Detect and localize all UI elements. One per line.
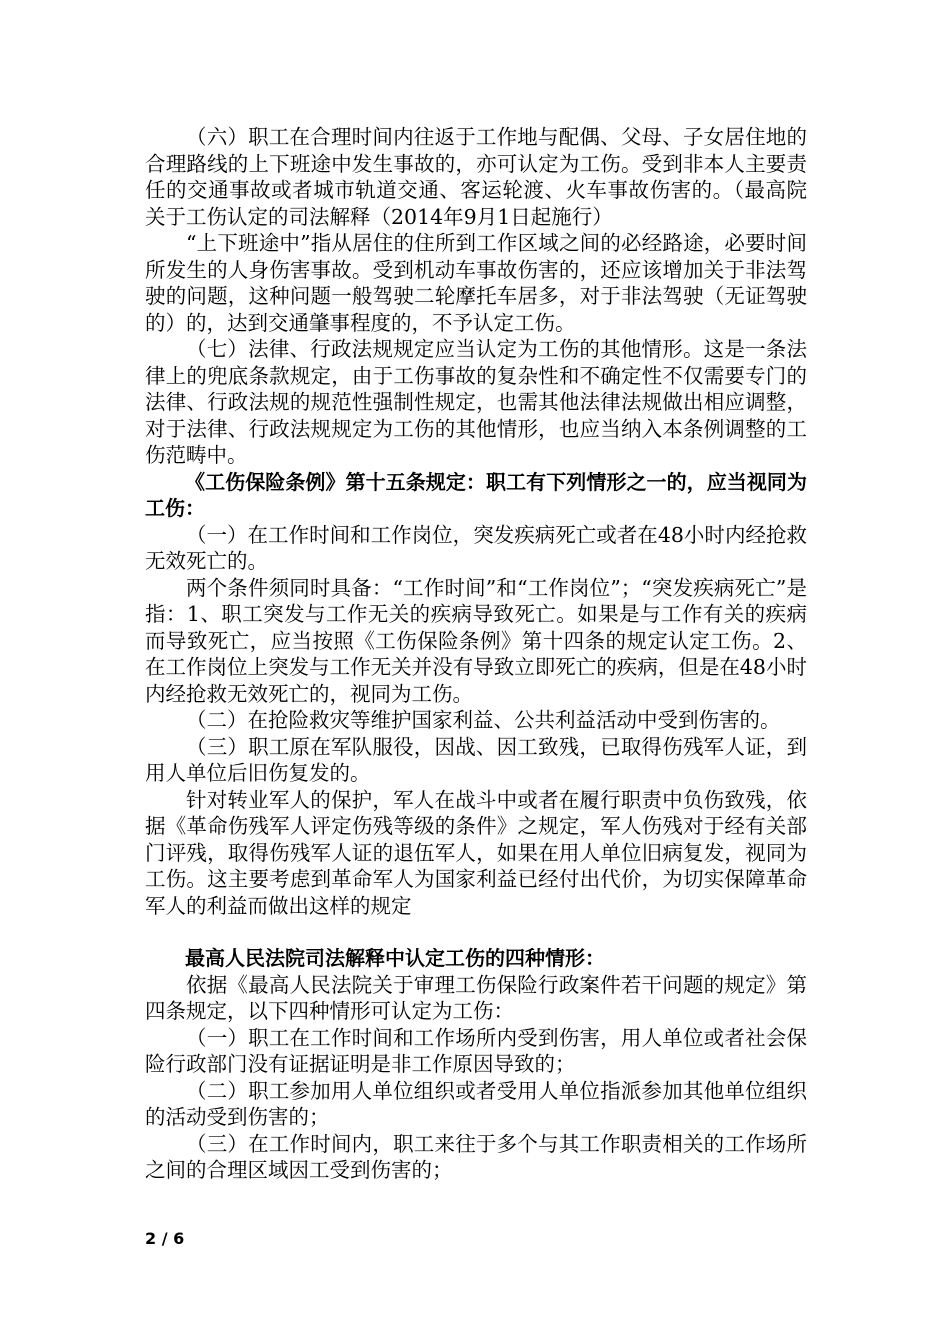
heading-article-15: 《工伤保险条例》第十五条规定：职工有下列情形之一的，应当视同为工伤： [145,469,807,520]
paragraph-item-6: （六）职工在合理时间内往返于工作地与配偶、父母、子女居住地的合理路线的上下班途中发生事故的，亦可认定为工伤。受到非本人主要责任的交通事故或者城市轨道交通、客运轮渡、火车事故伤害的。（最高院关于工伤认定的司法解释（2014年9月1日起施行） [145,125,807,229]
paragraph-article-15-item-1: （一）在工作时间和工作岗位，突发疾病死亡或者在48小时内经抢救无效死亡的。 [145,522,807,573]
page-number: 2 / 6 [145,1229,185,1248]
paragraph-spacer [145,919,807,945]
paragraph-veteran-explanation: 针对转业军人的保护，军人在战斗中或者在履行职责中负伤致残，依据《革命伤残军人评定伤残等级的条件》之规定，军人伤残对于经有关部门评残，取得伤残军人证的退伍军人，如果在用人单位旧病复发，视同为工伤。这主要考虑到革命军人为国家利益已经付出代价，为切实保障革命军人的利益而做出这样的规定 [145,787,807,918]
paragraph-item-7: （七）法律、行政法规规定应当认定为工伤的其他情形。这是一条法律上的兜底条款规定，由于工伤事故的复杂性和不确定性不仅需要专门的法律、行政法规的规范性强制性规定，也需其他法律法规做出相应调整，对于法律、行政法规规定为工伤的其他情形，也应当纳入本条例调整的工伤范畴中。 [145,337,807,467]
paragraph-article-15-item-3: （三）职工原在军队服役，因战、因工致残，已取得伤残军人证，到用人单位后旧伤复发的。 [145,734,807,785]
paragraph-court-item-1: （一）职工在工作时间和工作场所内受到伤害，用人单位或者社会保险行政部门没有证据证明是非工作原因导致的； [145,1025,807,1076]
paragraph-conditions-explanation: 两个条件须同时具备：“工作时间”和“工作岗位”；“突发疾病死亡”是指：1、职工突发与工作无关的疾病导致死亡。如果是与工作有关的疾病而导致死亡，应当按照《工伤保险条例》第十四条的规定认定工伤。2、在工作岗位上突发与工作无关并没有导致立即死亡的疾病，但是在48小时内经抢救无效死亡的，视同为工伤。 [145,575,807,706]
document-body [145,124,807,1184]
heading-supreme-court: 最高人民法院司法解释中认定工伤的四种情形： [185,946,605,970]
paragraph-court-item-3: （三）在工作时间内，职工来往于多个与其工作职责相关的工作场所之间的合理区域因工受到伤害的； [145,1131,807,1182]
paragraph-article-15-item-2: （二）在抢险救灾等维护国家利益、公共利益活动中受到伤害的。 [186,708,781,732]
paragraph-court-item-2: （二）职工参加用人单位组织或者受用人单位指派参加其他单位组织的活动受到伤害的； [145,1078,807,1129]
paragraph-commute-explanation: “上下班途中”指从居住的住所到工作区域之间的必经路途，必要时间所发生的人身伤害事故。受到机动车事故伤害的，还应该增加关于非法驾驶的问题，这种问题一般驾驶二轮摩托车居多，对于非法驾驶（无证驾驶的）的，达到交通肇事程度的，不予认定工伤。 [145,231,807,335]
paragraph-supreme-court-intro: 依据《最高人民法院关于审理工伤保险行政案件若干问题的规定》第四条规定，以下四种情形可认定为工伤： [145,972,807,1023]
